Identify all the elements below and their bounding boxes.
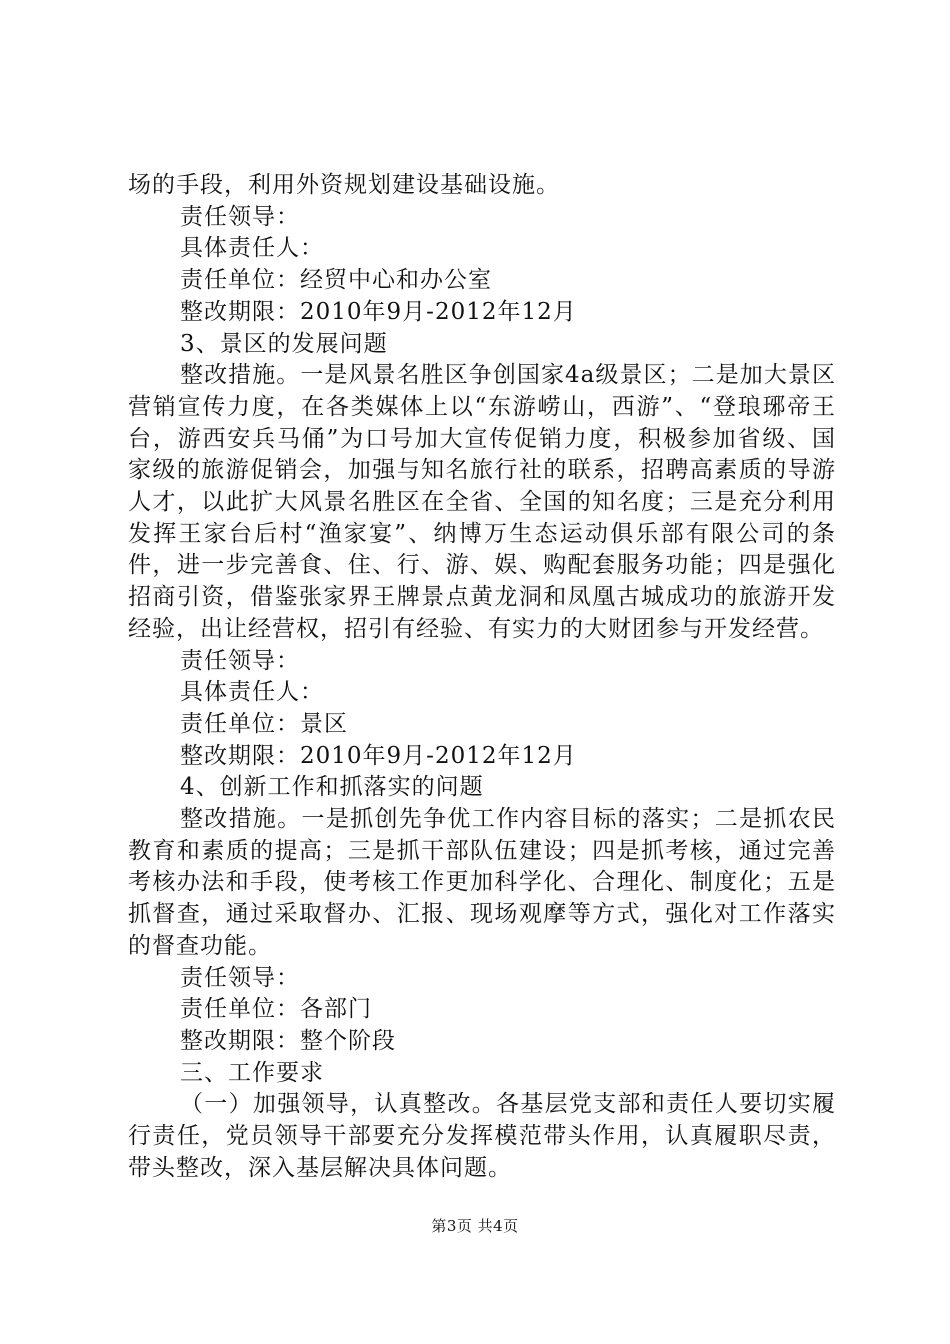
deadline-line: 整改期限：整个阶段 — [180, 1027, 396, 1054]
responsible-unit-line: 责任单位：各部门 — [180, 996, 372, 1023]
responsible-leader-line: 责任领导： — [180, 203, 300, 230]
responsible-unit-line: 责任单位：经贸中心和办公室 — [180, 267, 492, 294]
responsible-person-line: 具体责任人： — [180, 235, 324, 262]
responsible-unit-line: 责任单位：景区 — [180, 710, 348, 737]
measures-paragraph-4: 整改措施。一是抓创先争优工作内容目标的落实；二是抓农民教育和素质的提高；三是抓干部队伍建设；四是抓考核，通过完善考核办法和手段，使考核工作更加科学化、合理化、制度化；五是抓督查，通过采取督办、汇报、现场观摩等方式，强化对工作落实的督查功能。 — [128, 806, 836, 959]
requirements-paragraph-1: （一）加强领导，认真整改。各基层党支部和责任人要切实履行责任，党员领导干部要充分发挥模范带头作用，认真履职尽责，带头整改，深入基层解决具体问题。 — [128, 1091, 836, 1181]
section-heading-3: 3、景区的发展问题 — [180, 330, 388, 357]
document-body — [128, 170, 836, 1185]
measures-paragraph-3: 整改措施。一是风景名胜区争创国家4a级景区；二是加大景区营销宣传力度，在各类媒体上以“东游崂山，西游”、“登琅琊帝王台，游西安兵马俑”为口号加大宣传促销力度，积极参加省级、国家级的旅游促销会，加强与知名旅行社的联系，招聘高素质的导游人才，以此扩大风景名胜区在全省、全国的知名度；三是充分利用发挥王家台后村“渔家宴”、纳博万生态运动俱乐部有限公司的条件，进一步完善食、住、行、游、娱、购配套服务功能；四是强化招商引资，借鉴张家界王牌景点黄龙洞和凤凰古城成功的旅游开发经验，出让经营权，招引有经验、有实力的大财团参与开发经营。 — [128, 362, 836, 642]
deadline-line: 整改期限：2010年9月-2012年12月 — [180, 742, 577, 769]
text-line-continuation: 场的手段，利用外资规划建设基础设施。 — [128, 172, 560, 198]
responsible-person-line: 具体责任人： — [180, 679, 324, 706]
section-heading-4: 4、创新工作和抓落实的问题 — [180, 774, 484, 801]
responsible-leader-line: 责任领导： — [180, 647, 300, 674]
deadline-line: 整改期限：2010年9月-2012年12月 — [180, 298, 577, 325]
page-footer: 第3页 共4页 — [431, 1217, 519, 1235]
section-heading-requirements: 三、工作要求 — [180, 1059, 324, 1086]
responsible-leader-line: 责任领导： — [180, 964, 300, 991]
